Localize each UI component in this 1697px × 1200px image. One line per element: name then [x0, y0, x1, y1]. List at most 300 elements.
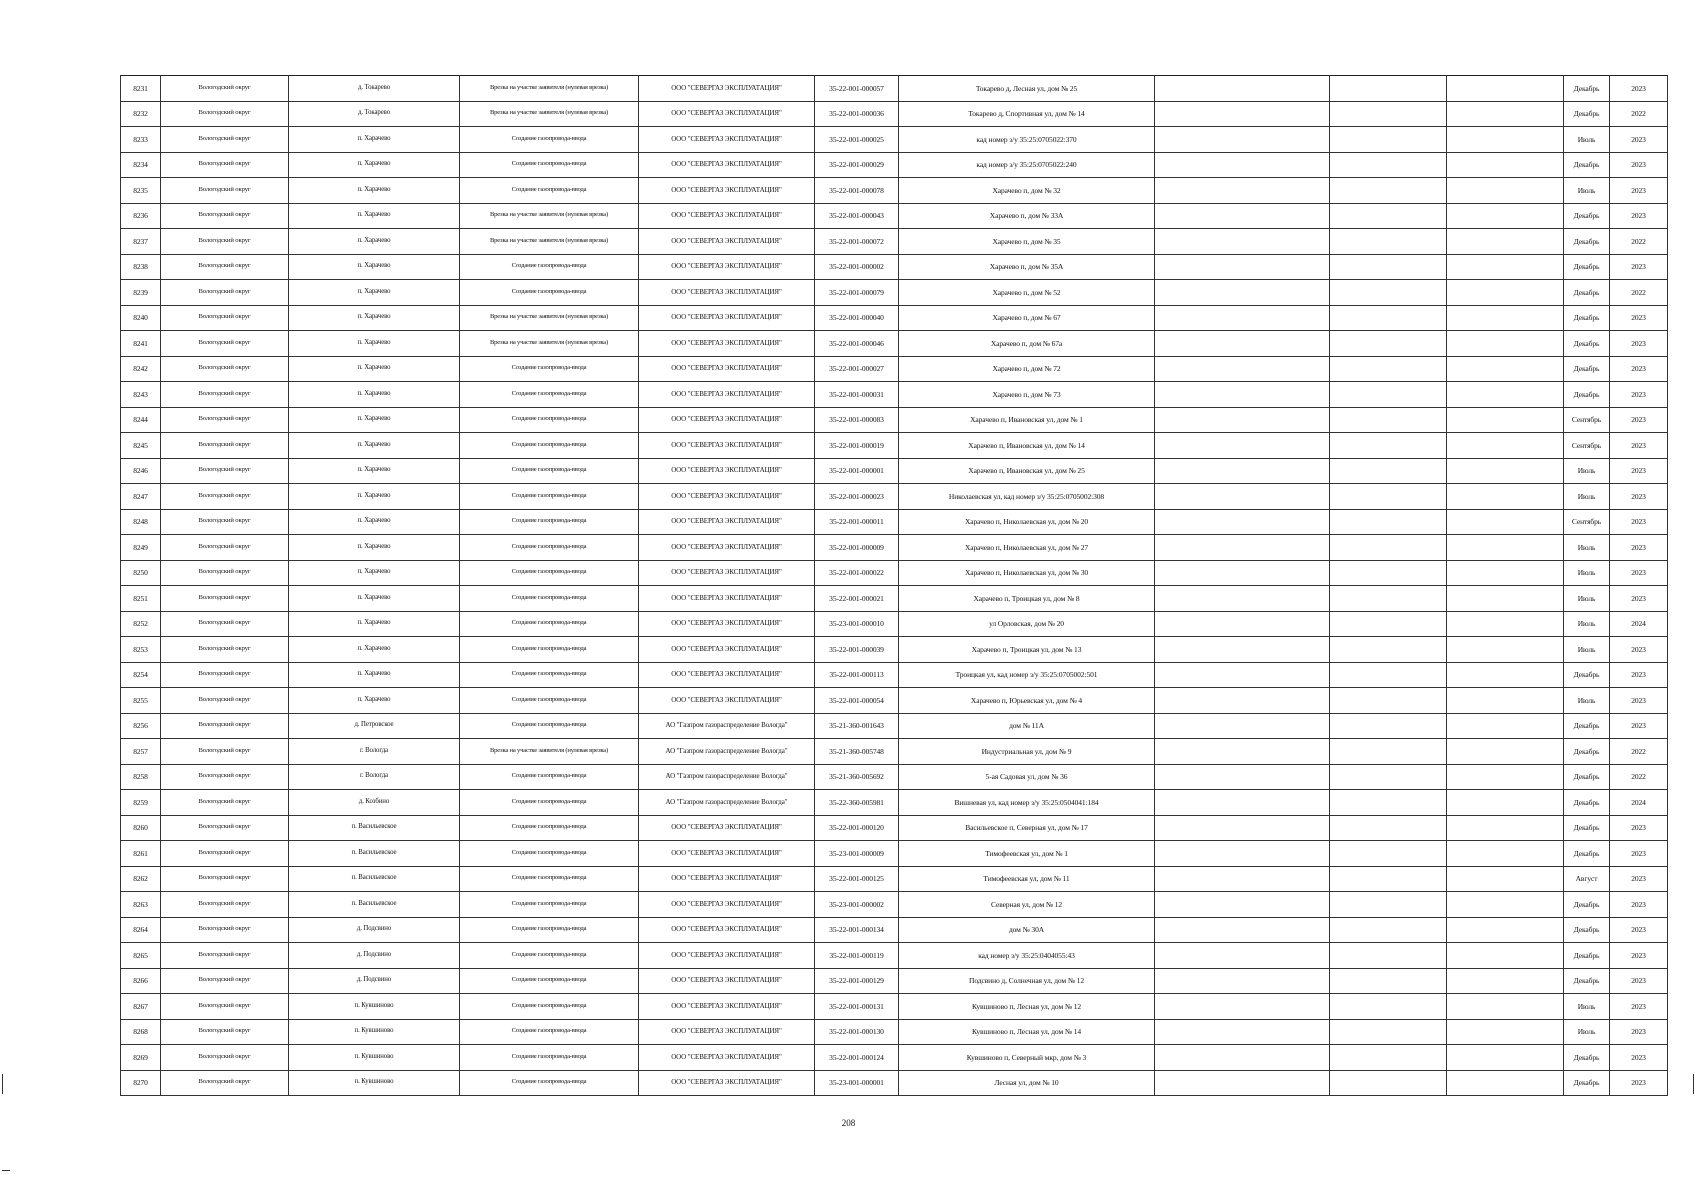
empty-cell [1447, 407, 1564, 433]
region-cell: Вологодский округ [161, 662, 289, 688]
organization-cell: АО "Газпром газораспределение Вологда" [639, 790, 815, 816]
organization-cell: ООО "СЕВЕРГАЗ ЭКСПЛУАТАЦИЯ" [639, 560, 815, 586]
month-cell: Декабрь [1564, 280, 1610, 306]
table-row [121, 1070, 1668, 1096]
empty-cell [1330, 815, 1447, 841]
empty-cell [1447, 790, 1564, 816]
row-number-cell: 8268 [121, 1019, 161, 1045]
empty-cell [1447, 178, 1564, 204]
empty-cell [1447, 382, 1564, 408]
organization-cell: ООО "СЕВЕРГАЗ ЭКСПЛУАТАЦИЯ" [639, 433, 815, 459]
organization-cell: ООО "СЕВЕРГАЗ ЭКСПЛУАТАЦИЯ" [639, 1045, 815, 1071]
address-cell: Кувшиново п, Лесная ул, дом № 14 [899, 1019, 1155, 1045]
empty-cell [1155, 203, 1330, 229]
table-row [121, 305, 1668, 331]
month-cell: Июль [1564, 127, 1610, 153]
year-cell: 2022 [1610, 101, 1668, 127]
row-number-cell: 8250 [121, 560, 161, 586]
empty-cell [1447, 203, 1564, 229]
organization-cell: ООО "СЕВЕРГАЗ ЭКСПЛУАТАЦИЯ" [639, 892, 815, 918]
empty-cell [1447, 560, 1564, 586]
empty-cell [1330, 637, 1447, 663]
empty-cell [1155, 688, 1330, 714]
address-cell: кад номер з/у 35:25:0705022:240 [899, 152, 1155, 178]
locality-cell: п. Кувшиново [289, 1019, 460, 1045]
locality-cell: д. Петровское [289, 713, 460, 739]
table-row [121, 713, 1668, 739]
region-cell: Вологодский округ [161, 382, 289, 408]
month-cell: Июль [1564, 178, 1610, 204]
empty-cell [1330, 1070, 1447, 1096]
empty-cell [1447, 739, 1564, 765]
empty-cell [1330, 356, 1447, 382]
month-cell: Декабрь [1564, 815, 1610, 841]
address-cell: Харачево п, Юрьевская ул, дом № 4 [899, 688, 1155, 714]
empty-cell [1330, 484, 1447, 510]
month-cell: Декабрь [1564, 101, 1610, 127]
empty-cell [1155, 331, 1330, 357]
month-cell: Июль [1564, 994, 1610, 1020]
page-number: 208 [841, 1118, 856, 1128]
year-cell: 2023 [1610, 815, 1668, 841]
year-cell: 2023 [1610, 866, 1668, 892]
address-cell: Лесная ул, дом № 10 [899, 1070, 1155, 1096]
region-cell: Вологодский округ [161, 790, 289, 816]
organization-cell: АО "Газпром газораспределение Вологда" [639, 713, 815, 739]
empty-cell [1155, 764, 1330, 790]
empty-cell [1330, 688, 1447, 714]
region-cell: Вологодский округ [161, 611, 289, 637]
row-number-cell: 8249 [121, 535, 161, 561]
region-cell: Вологодский округ [161, 254, 289, 280]
year-cell: 2023 [1610, 331, 1668, 357]
row-number-cell: 8251 [121, 586, 161, 612]
address-cell: Николаевская ул, кад номер з/у 35:25:0705002:308 [899, 484, 1155, 510]
empty-cell [1330, 458, 1447, 484]
address-cell: Харачево п, Николаевская ул, дом № 30 [899, 560, 1155, 586]
work-type-cell: Создание газопровода-ввода [460, 662, 639, 688]
region-cell: Вологодский округ [161, 152, 289, 178]
region-cell: Вологодский округ [161, 586, 289, 612]
empty-cell [1155, 815, 1330, 841]
locality-cell: д. Токарево [289, 101, 460, 127]
organization-cell: ООО "СЕВЕРГАЗ ЭКСПЛУАТАЦИЯ" [639, 509, 815, 535]
work-type-cell: Создание газопровода-ввода [460, 560, 639, 586]
work-type-cell: Создание газопровода-ввода [460, 815, 639, 841]
empty-cell [1155, 637, 1330, 663]
address-cell: Харачево п, Ивановская ул, дом № 14 [899, 433, 1155, 459]
locality-cell: п. Харачево [289, 178, 460, 204]
work-type-cell: Создание газопровода-ввода [460, 280, 639, 306]
year-cell: 2024 [1610, 611, 1668, 637]
row-number-cell: 8238 [121, 254, 161, 280]
address-cell: Харачево п, Троицкая ул, дом № 8 [899, 586, 1155, 612]
organization-cell: ООО "СЕВЕРГАЗ ЭКСПЛУАТАЦИЯ" [639, 994, 815, 1020]
empty-cell [1447, 943, 1564, 969]
empty-cell [1330, 254, 1447, 280]
empty-cell [1155, 739, 1330, 765]
empty-cell [1155, 917, 1330, 943]
locality-cell: п. Харачево [289, 356, 460, 382]
region-cell: Вологодский округ [161, 1045, 289, 1071]
address-cell: 5-ая Садовая ул, дом № 36 [899, 764, 1155, 790]
year-cell: 2023 [1610, 356, 1668, 382]
row-number-cell: 8239 [121, 280, 161, 306]
organization-cell: АО "Газпром газораспределение Вологда" [639, 764, 815, 790]
empty-cell [1155, 127, 1330, 153]
work-type-cell: Врезка на участке заявителя (нулевая врезка) [460, 101, 639, 127]
organization-cell: ООО "СЕВЕРГАЗ ЭКСПЛУАТАЦИЯ" [639, 280, 815, 306]
locality-cell: п. Харачево [289, 637, 460, 663]
application-code-cell: 35-22-001-000031 [815, 382, 899, 408]
work-type-cell: Создание газопровода-ввода [460, 433, 639, 459]
year-cell: 2023 [1610, 841, 1668, 867]
work-type-cell: Врезка на участке заявителя (нулевая врезка) [460, 229, 639, 255]
empty-cell [1447, 484, 1564, 510]
row-number-cell: 8240 [121, 305, 161, 331]
locality-cell: г. Вологда [289, 764, 460, 790]
row-number-cell: 8237 [121, 229, 161, 255]
row-number-cell: 8266 [121, 968, 161, 994]
row-number-cell: 8259 [121, 790, 161, 816]
region-cell: Вологодский округ [161, 713, 289, 739]
locality-cell: п. Кувшиново [289, 1045, 460, 1071]
month-cell: Сентябрь [1564, 433, 1610, 459]
address-cell: Харачево п, дом № 32 [899, 178, 1155, 204]
organization-cell: АО "Газпром газораспределение Вологда" [639, 739, 815, 765]
empty-cell [1155, 713, 1330, 739]
empty-cell [1447, 841, 1564, 867]
address-cell: Харачево п, Николаевская ул, дом № 27 [899, 535, 1155, 561]
row-number-cell: 8252 [121, 611, 161, 637]
organization-cell: ООО "СЕВЕРГАЗ ЭКСПЛУАТАЦИЯ" [639, 688, 815, 714]
scan-edge-mark-left-bottom [2, 1170, 10, 1171]
address-cell: Харачево п, Ивановская ул, дом № 1 [899, 407, 1155, 433]
table-row [121, 790, 1668, 816]
region-cell: Вологодский округ [161, 637, 289, 663]
month-cell: Декабрь [1564, 382, 1610, 408]
organization-cell: ООО "СЕВЕРГАЗ ЭКСПЛУАТАЦИЯ" [639, 382, 815, 408]
month-cell: Август [1564, 866, 1610, 892]
month-cell: Декабрь [1564, 841, 1610, 867]
organization-cell: ООО "СЕВЕРГАЗ ЭКСПЛУАТАЦИЯ" [639, 917, 815, 943]
year-cell: 2023 [1610, 586, 1668, 612]
empty-cell [1330, 280, 1447, 306]
locality-cell: п. Харачево [289, 509, 460, 535]
empty-cell [1330, 407, 1447, 433]
year-cell: 2023 [1610, 1019, 1668, 1045]
empty-cell [1155, 994, 1330, 1020]
region-cell: Вологодский округ [161, 968, 289, 994]
organization-cell: ООО "СЕВЕРГАЗ ЭКСПЛУАТАЦИЯ" [639, 1019, 815, 1045]
organization-cell: ООО "СЕВЕРГАЗ ЭКСПЛУАТАЦИЯ" [639, 815, 815, 841]
empty-cell [1330, 917, 1447, 943]
empty-cell [1447, 764, 1564, 790]
year-cell: 2023 [1610, 76, 1668, 102]
empty-cell [1447, 611, 1564, 637]
empty-cell [1447, 994, 1564, 1020]
work-type-cell: Создание газопровода-ввода [460, 943, 639, 969]
table-row [121, 331, 1668, 357]
organization-cell: ООО "СЕВЕРГАЗ ЭКСПЛУАТАЦИЯ" [639, 484, 815, 510]
locality-cell: п. Харачево [289, 586, 460, 612]
row-number-cell: 8258 [121, 764, 161, 790]
row-number-cell: 8247 [121, 484, 161, 510]
work-type-cell: Создание газопровода-ввода [460, 484, 639, 510]
organization-cell: ООО "СЕВЕРГАЗ ЭКСПЛУАТАЦИЯ" [639, 229, 815, 255]
empty-cell [1447, 866, 1564, 892]
region-cell: Вологодский округ [161, 127, 289, 153]
address-cell: Харачево п, дом № 35 [899, 229, 1155, 255]
empty-cell [1330, 560, 1447, 586]
address-cell: Тимофеевская ул, дом № 1 [899, 841, 1155, 867]
year-cell: 2023 [1610, 535, 1668, 561]
work-type-cell: Создание газопровода-ввода [460, 790, 639, 816]
empty-cell [1155, 866, 1330, 892]
month-cell: Июль [1564, 484, 1610, 510]
empty-cell [1155, 382, 1330, 408]
address-cell: дом № 11А [899, 713, 1155, 739]
month-cell: Декабрь [1564, 1070, 1610, 1096]
year-cell: 2023 [1610, 407, 1668, 433]
year-cell: 2023 [1610, 662, 1668, 688]
application-code-cell: 35-22-001-000001 [815, 458, 899, 484]
table-row [121, 611, 1668, 637]
application-code-cell: 35-22-001-000022 [815, 560, 899, 586]
application-code-cell: 35-23-001-000001 [815, 1070, 899, 1096]
region-cell: Вологодский округ [161, 892, 289, 918]
empty-cell [1155, 152, 1330, 178]
row-number-cell: 8263 [121, 892, 161, 918]
empty-cell [1330, 101, 1447, 127]
empty-cell [1447, 713, 1564, 739]
empty-cell [1330, 943, 1447, 969]
work-type-cell: Создание газопровода-ввода [460, 892, 639, 918]
year-cell: 2023 [1610, 254, 1668, 280]
empty-cell [1155, 611, 1330, 637]
organization-cell: ООО "СЕВЕРГАЗ ЭКСПЛУАТАЦИЯ" [639, 458, 815, 484]
organization-cell: ООО "СЕВЕРГАЗ ЭКСПЛУАТАЦИЯ" [639, 943, 815, 969]
table-row [121, 968, 1668, 994]
year-cell: 2022 [1610, 229, 1668, 255]
empty-cell [1447, 76, 1564, 102]
table-row [121, 560, 1668, 586]
application-code-cell: 35-22-001-000131 [815, 994, 899, 1020]
organization-cell: ООО "СЕВЕРГАЗ ЭКСПЛУАТАЦИЯ" [639, 586, 815, 612]
locality-cell: п. Кувшиново [289, 994, 460, 1020]
work-type-cell: Создание газопровода-ввода [460, 917, 639, 943]
row-number-cell: 8231 [121, 76, 161, 102]
empty-cell [1447, 968, 1564, 994]
address-cell: Подсвино д, Солнечная ул, дом № 12 [899, 968, 1155, 994]
empty-cell [1155, 892, 1330, 918]
work-type-cell: Создание газопровода-ввода [460, 127, 639, 153]
empty-cell [1447, 127, 1564, 153]
year-cell: 2023 [1610, 713, 1668, 739]
locality-cell: п. Харачево [289, 560, 460, 586]
address-cell: Токарево д, Лесная ул, дом № 25 [899, 76, 1155, 102]
table-row [121, 127, 1668, 153]
row-number-cell: 8254 [121, 662, 161, 688]
locality-cell: п. Харачево [289, 535, 460, 561]
empty-cell [1330, 866, 1447, 892]
application-code-cell: 35-23-001-000010 [815, 611, 899, 637]
application-code-cell: 35-22-001-000129 [815, 968, 899, 994]
row-number-cell: 8243 [121, 382, 161, 408]
month-cell: Декабрь [1564, 790, 1610, 816]
empty-cell [1155, 484, 1330, 510]
address-cell: Троицкая ул, кад номер з/у 35:25:0705002:501 [899, 662, 1155, 688]
address-cell: Вишневая ул, кад номер з/у 35:25:0504041:184 [899, 790, 1155, 816]
address-cell: Васильевское п, Северная ул, дом № 17 [899, 815, 1155, 841]
year-cell: 2023 [1610, 305, 1668, 331]
organization-cell: ООО "СЕВЕРГАЗ ЭКСПЛУАТАЦИЯ" [639, 356, 815, 382]
application-code-cell: 35-22-001-000039 [815, 637, 899, 663]
empty-cell [1447, 1045, 1564, 1071]
registry-table-body [121, 76, 1668, 1096]
locality-cell: п. Харачево [289, 203, 460, 229]
locality-cell: п. Харачево [289, 254, 460, 280]
table-row [121, 994, 1668, 1020]
work-type-cell: Создание газопровода-ввода [460, 356, 639, 382]
row-number-cell: 8235 [121, 178, 161, 204]
region-cell: Вологодский округ [161, 1070, 289, 1096]
work-type-cell: Создание газопровода-ввода [460, 509, 639, 535]
application-code-cell: 35-22-001-000021 [815, 586, 899, 612]
locality-cell: п. Васильевское [289, 866, 460, 892]
address-cell: кад номер з/у 35:25:0705022:370 [899, 127, 1155, 153]
year-cell: 2023 [1610, 560, 1668, 586]
scan-edge-mark-left [2, 1074, 3, 1094]
table-row [121, 76, 1668, 102]
empty-cell [1330, 127, 1447, 153]
locality-cell: п. Харачево [289, 229, 460, 255]
address-cell: Харачево п, дом № 33А [899, 203, 1155, 229]
work-type-cell: Создание газопровода-ввода [460, 586, 639, 612]
application-code-cell: 35-22-001-000120 [815, 815, 899, 841]
application-code-cell: 35-22-001-000079 [815, 280, 899, 306]
empty-cell [1330, 203, 1447, 229]
application-code-cell: 35-22-001-000019 [815, 433, 899, 459]
empty-cell [1155, 790, 1330, 816]
organization-cell: ООО "СЕВЕРГАЗ ЭКСПЛУАТАЦИЯ" [639, 662, 815, 688]
month-cell: Сентябрь [1564, 407, 1610, 433]
locality-cell: п. Кувшиново [289, 1070, 460, 1096]
application-code-cell: 35-22-001-000036 [815, 101, 899, 127]
address-cell: Индустриальная ул, дом № 9 [899, 739, 1155, 765]
gas-connection-registry-table [120, 75, 1668, 1096]
organization-cell: ООО "СЕВЕРГАЗ ЭКСПЛУАТАЦИЯ" [639, 152, 815, 178]
empty-cell [1155, 662, 1330, 688]
month-cell: Декабрь [1564, 968, 1610, 994]
region-cell: Вологодский округ [161, 994, 289, 1020]
table-row [121, 382, 1668, 408]
address-cell: Харачево п, дом № 72 [899, 356, 1155, 382]
work-type-cell: Врезка на участке заявителя (нулевая врезка) [460, 331, 639, 357]
month-cell: Декабрь [1564, 739, 1610, 765]
application-code-cell: 35-21-360-005748 [815, 739, 899, 765]
region-cell: Вологодский округ [161, 943, 289, 969]
table-row [121, 229, 1668, 255]
empty-cell [1447, 815, 1564, 841]
organization-cell: ООО "СЕВЕРГАЗ ЭКСПЛУАТАЦИЯ" [639, 254, 815, 280]
empty-cell [1447, 917, 1564, 943]
empty-cell [1330, 586, 1447, 612]
address-cell: Северная ул, дом № 12 [899, 892, 1155, 918]
organization-cell: ООО "СЕВЕРГАЗ ЭКСПЛУАТАЦИЯ" [639, 841, 815, 867]
table-row [121, 815, 1668, 841]
address-cell: Харачево п, дом № 35А [899, 254, 1155, 280]
empty-cell [1330, 713, 1447, 739]
work-type-cell: Создание газопровода-ввода [460, 254, 639, 280]
table-row [121, 458, 1668, 484]
year-cell: 2023 [1610, 1045, 1668, 1071]
registry-table-wrapper [120, 75, 1668, 1096]
locality-cell: п. Харачево [289, 127, 460, 153]
month-cell: Сентябрь [1564, 509, 1610, 535]
region-cell: Вологодский округ [161, 535, 289, 561]
table-row [121, 254, 1668, 280]
empty-cell [1447, 637, 1564, 663]
empty-cell [1447, 535, 1564, 561]
row-number-cell: 8253 [121, 637, 161, 663]
table-row [121, 866, 1668, 892]
organization-cell: ООО "СЕВЕРГАЗ ЭКСПЛУАТАЦИЯ" [639, 76, 815, 102]
work-type-cell: Создание газопровода-ввода [460, 866, 639, 892]
year-cell: 2024 [1610, 790, 1668, 816]
table-row [121, 764, 1668, 790]
table-row [121, 356, 1668, 382]
row-number-cell: 8262 [121, 866, 161, 892]
work-type-cell: Создание газопровода-ввода [460, 1045, 639, 1071]
table-row [121, 535, 1668, 561]
region-cell: Вологодский округ [161, 509, 289, 535]
application-code-cell: 35-22-001-000119 [815, 943, 899, 969]
empty-cell [1155, 356, 1330, 382]
table-row [121, 280, 1668, 306]
empty-cell [1330, 764, 1447, 790]
empty-cell [1155, 1045, 1330, 1071]
address-cell: Харачево п, дом № 73 [899, 382, 1155, 408]
application-code-cell: 35-23-001-000009 [815, 841, 899, 867]
row-number-cell: 8267 [121, 994, 161, 1020]
organization-cell: ООО "СЕВЕРГАЗ ЭКСПЛУАТАЦИЯ" [639, 637, 815, 663]
table-row [121, 1045, 1668, 1071]
address-cell: Кувшиново п, Лесная ул, дом № 12 [899, 994, 1155, 1020]
empty-cell [1447, 433, 1564, 459]
empty-cell [1155, 458, 1330, 484]
empty-cell [1155, 586, 1330, 612]
application-code-cell: 35-22-001-000124 [815, 1045, 899, 1071]
locality-cell: д. Токарево [289, 76, 460, 102]
row-number-cell: 8244 [121, 407, 161, 433]
locality-cell: п. Харачево [289, 484, 460, 510]
empty-cell [1447, 305, 1564, 331]
work-type-cell: Врезка на участке заявителя (нулевая врезка) [460, 76, 639, 102]
empty-cell [1155, 943, 1330, 969]
row-number-cell: 8261 [121, 841, 161, 867]
empty-cell [1155, 841, 1330, 867]
empty-cell [1330, 178, 1447, 204]
address-cell: Токарево д, Спортивная ул, дом № 14 [899, 101, 1155, 127]
month-cell: Июль [1564, 637, 1610, 663]
locality-cell: п. Харачево [289, 305, 460, 331]
empty-cell [1447, 892, 1564, 918]
application-code-cell: 35-22-001-000134 [815, 917, 899, 943]
month-cell: Декабрь [1564, 76, 1610, 102]
table-row [121, 203, 1668, 229]
work-type-cell: Создание газопровода-ввода [460, 382, 639, 408]
